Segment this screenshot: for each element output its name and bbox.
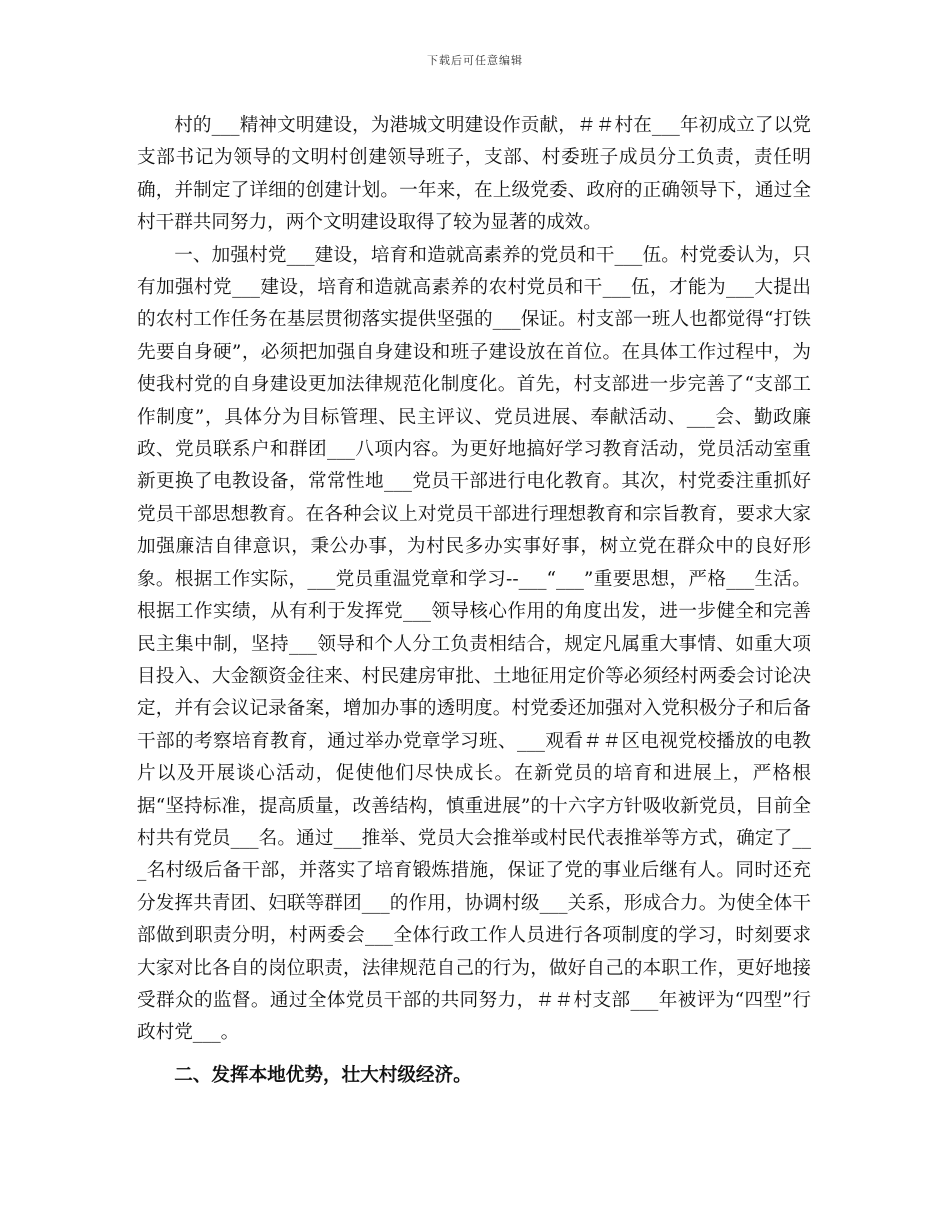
document-body [137,110,811,1092]
section-heading-economy: 二、发挥本地优势，壮大村级经济。 [174,1064,472,1086]
paragraph-civilization-building: 村的___精神文明建设，为港城文明建设作贡献，＃＃村在___年初成立了以党支部书记为领导的文明村创建领导班子，支部、村委班子成员分工负责，责任明确，并制定了详细的创建计划。一年来，在上级党委、政府的正确领导下，通过全村干群共同努力，两个文明建设取得了较为显著的成效。 [137,115,811,234]
page-header: 下载后可任意编辑 [427,54,523,67]
paragraph-party-building: 一、加强村党___建设，培育和造就高素养的党员和干___伍。村党委认为，只有加强村党___建设，培育和造就高素养的农村党员和干___伍，才能为___大提出的农村工作任务在基层贯彻落实提供坚强的___保证。村支部一班人也都觉得“打铁先要自身硬”，必须把加强自身建设和班子建设放在首位。在具体工作过程中，为使我村党的自身建设更加法律规范化制度化。首先，村支部进一步完善了“支部工作制度”，具体分为目标管理、民主评议、党员进展、奉献活动、___会、勤政廉政、党员联系户和群团___八项内容。为更好地搞好学习教育活动，党员活动室重新更换了电教设备，常常性地___党员干部进行电化教育。其次，村党委注重抓好党员干部思想教育。在各种会议上对党员干部进行理想教育和宗旨教育，要求大家加强廉洁自律意识，秉公办事，为村民多办实事好事，树立党在群众中的良好形象。根据工作实际，___党员重温党章和学习--___“___”重要思想，严格___生活。根据工作实绩，从有利于发挥党___领导核心作用的角度出发，进一步健全和完善民主集中制，坚持___领导和个人分工负责相结合，规定凡属重大事情、如重大项目投入、大金额资金往来、村民建房审批、土地征用定价等必须经村两委会讨论决定，并有会议记录备案，增加办事的透明度。村党委还加强对入党积极分子和后备干部的考察培育教育，通过举办党章学习班、___观看＃＃区电视党校播放的电教片以及开展谈心活动，促使他们尽快成长。在新党员的培育和进展上，严格根据“坚持标准，提高质量，改善结构，慎重进展”的十六字方针吸收新党员，目前全村共有党员___名。通过___推举、党员大会推举或村民代表推举等方式，确定了___名村级后备干部，并落实了培育锻炼措施，保证了党的事业后继有人。同时还充分发挥共青团、妇联等群团___的作用，协调村级___关系，形成合力。为使全体干部做到职责分明，村两委会___全体行政工作人员进行各项制度的学习，时刻要求大家对比各自的岗位职责，法律规范自己的行为，做好自己的本职工作，更好地接受群众的监督。通过全体党员干部的共同努力，＃＃村支部___年被评为“四型”行政村党___。 [137,244,811,1044]
